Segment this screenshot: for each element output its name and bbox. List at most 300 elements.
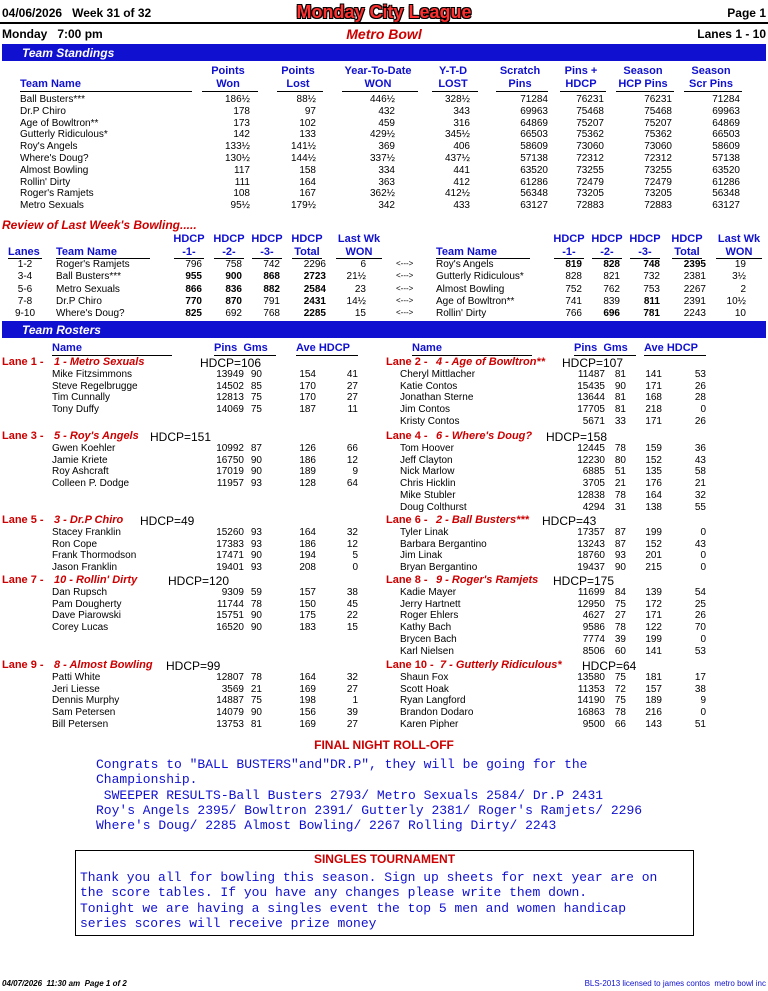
standings-col-points_won: Points (211, 65, 245, 77)
roster-team-hdcp: HDCP=43 (542, 514, 597, 528)
review-right-won: 10½ (726, 295, 746, 307)
roster-player-average: 168 (645, 392, 662, 404)
roster-player-hdcp: 0 (700, 404, 706, 416)
rolloff-line: Congrats to "BALL BUSTERS"and"DR.P", they will be going for the (96, 757, 588, 772)
roster-player-pins: 15751 (216, 610, 244, 622)
header-underline (560, 91, 606, 92)
standings-col-pins_hdcp: Pins + (564, 65, 598, 77)
standings-won: 173 (233, 117, 250, 129)
roster-player-name: Roger Ehlers (400, 610, 459, 622)
roster-player-average: 175 (299, 610, 316, 622)
standings-col-team: Team Name (20, 78, 81, 90)
review-left-won: 23 (354, 283, 366, 295)
rolloff-line: Roy's Angels 2395/ Bowltron 2391/ Gutterly 2381/ Roger's Ramjets/ 2296 (96, 802, 643, 818)
review-team-right: Almost Bowling (436, 283, 505, 295)
header-underline (202, 91, 258, 92)
standings-team-name: Where's Doug? (20, 153, 89, 164)
roster-player-name: Colleen P. Dodge (52, 478, 130, 490)
roster-player-pins: 3569 (221, 683, 244, 695)
standings-col-ytd_lost-sub: LOST (438, 78, 468, 90)
roster-player-hdcp: 1 (352, 695, 358, 707)
roster-player-hdcp: 26 (694, 415, 706, 427)
roster-player-name: Bill Petersen (52, 718, 109, 730)
roster-player-games: 75 (614, 695, 626, 707)
review-right-total: 2391 (683, 295, 706, 307)
standings-pins-hdcp: 75207 (576, 117, 604, 129)
standings-ytd-lost: 412 (453, 176, 470, 188)
review-lanes: 7-8 (17, 295, 33, 307)
roster-player-average: 169 (299, 683, 316, 695)
roster-player-average: 164 (645, 489, 662, 501)
roster-player-games: 81 (614, 404, 626, 416)
standings-scratch: 63127 (520, 200, 548, 212)
roster-player-average: 135 (645, 466, 662, 478)
roster-player-average: 187 (299, 404, 316, 416)
roster-player-name: Jason Franklin (52, 562, 118, 574)
roster-player-average: 171 (645, 380, 662, 392)
roster-player-name: Tyler Linak (400, 527, 449, 538)
roster-player-average: 171 (645, 415, 662, 427)
roster-team-hdcp: HDCP=64 (582, 659, 637, 673)
review-team-left: Metro Sexuals (56, 283, 120, 295)
standings-col-points_won-sub: Won (216, 78, 240, 90)
rosters-col-name: Name (412, 342, 442, 354)
roster-player-games: 27 (614, 610, 626, 622)
roster-player-pins: 14069 (216, 404, 244, 416)
review-vs-arrow: <---> (396, 271, 414, 281)
review-col-g3-sub: -3- (260, 246, 274, 258)
review-left-total: 2285 (303, 308, 326, 320)
roster-player-average: 172 (645, 598, 662, 610)
standings-won: 108 (233, 188, 250, 200)
standings-lost: 158 (299, 164, 316, 176)
review-right-total: 2243 (683, 308, 706, 320)
roster-player-average: 138 (645, 501, 662, 513)
review-col-won: Last Wk (717, 233, 761, 245)
roster-player-games: 75 (250, 404, 262, 416)
standings-col-points_lost: Points (281, 65, 315, 77)
roster-player-name: Jerry Hartnett (400, 598, 461, 610)
roster-player-pins: 3705 (582, 478, 605, 490)
review-left-won: 6 (360, 259, 366, 270)
roster-player-hdcp: 32 (346, 672, 358, 683)
roster-player-hdcp: 26 (694, 610, 706, 622)
review-right-g1: 828 (565, 271, 582, 283)
roster-player-pins: 16520 (216, 622, 244, 634)
roster-player-hdcp: 5 (352, 550, 358, 562)
roster-team-hdcp: HDCP=106 (200, 356, 262, 370)
review-col-total: HDCP (671, 233, 703, 245)
roster-player-pins: 10992 (216, 443, 244, 454)
roster-team-hdcp: HDCP=49 (140, 514, 195, 528)
standings-lost: 102 (299, 117, 316, 129)
roster-player-hdcp: 0 (352, 562, 358, 574)
standings-ytd-won: 429½ (369, 129, 395, 141)
roster-player-name: Chris Hicklin (400, 478, 456, 490)
roster-team-hdcp: HDCP=151 (150, 430, 212, 444)
standings-col-scratch-sub: Pins (508, 78, 532, 90)
roster-player-games: 90 (250, 707, 262, 719)
review-team-right: Age of Bowltron** (436, 295, 515, 307)
roster-player-pins: 17705 (577, 404, 605, 416)
standings-ytd-lost: 441 (453, 164, 470, 176)
review-right-g3: 748 (643, 259, 660, 270)
standings-team-name: Rollin' Dirty (20, 176, 71, 188)
review-team-right: Gutterly Ridiculous* (436, 271, 524, 283)
standings-col-season_scr: Season (691, 65, 731, 77)
roster-player-name: Dave Piarowski (52, 610, 121, 622)
roster-team-hdcp: HDCP=120 (168, 574, 230, 588)
roster-player-name: Karl Nielsen (400, 645, 454, 657)
review-col-g1-sub: -1- (182, 246, 196, 258)
roster-player-hdcp: 17 (694, 672, 706, 683)
roster-player-name: Bryan Bergantino (400, 562, 478, 574)
roster-player-name: Doug Colthurst (400, 501, 467, 513)
roster-team-hdcp: HDCP=99 (166, 659, 221, 673)
roster-player-name: Pam Dougherty (52, 598, 122, 610)
roster-player-average: 170 (299, 380, 316, 392)
roster-team-name: 7 - Gutterly Ridiculous* (440, 659, 562, 671)
roster-player-hdcp: 25 (694, 598, 706, 610)
review-right-won: 10 (734, 308, 746, 320)
roster-player-games: 93 (614, 550, 626, 562)
singles-line: series scores will receive prize money (80, 915, 377, 931)
roster-player-hdcp: 38 (346, 587, 358, 598)
roster-player-hdcp: 53 (694, 645, 706, 657)
review-col-g3: HDCP (629, 233, 661, 245)
review-vs-arrow: <---> (396, 259, 414, 268)
standings-pins-hdcp: 73205 (576, 188, 604, 200)
roster-player-name: Corey Lucas (52, 622, 109, 634)
rosters-col-ave-hdcp: Ave HDCP (296, 342, 350, 354)
review-left-g3: 742 (263, 259, 280, 270)
review-col-won-sub: WON (725, 246, 753, 258)
standings-pins-hdcp: 73060 (576, 141, 604, 153)
roster-player-games: 90 (250, 550, 262, 562)
roster-player-name: Brycen Bach (400, 633, 457, 645)
roster-lane-label: Lane 8 - (386, 574, 428, 586)
standings-scratch: 63520 (520, 164, 548, 176)
standings-scratch: 64869 (520, 117, 548, 129)
roster-player-name: Tom Hoover (400, 443, 454, 454)
roster-player-average: 126 (299, 443, 316, 454)
center-name: Metro Bowl (346, 26, 422, 42)
header-underline (644, 355, 706, 356)
rosters-col-pins-gms: Pins Gms (214, 342, 268, 354)
standings-scratch: 56348 (520, 188, 548, 200)
standings-won: 133½ (224, 141, 250, 153)
roster-player-games: 78 (614, 489, 626, 501)
review-vs-arrow: <---> (396, 308, 414, 318)
standings-lost: 97 (304, 105, 316, 117)
standings-lost: 164 (299, 176, 316, 188)
roster-player-pins: 17383 (216, 538, 244, 550)
roster-player-games: 87 (614, 527, 626, 538)
singles-title: SINGLES TOURNAMENT (313, 852, 456, 866)
review-left-g3: 791 (263, 295, 280, 307)
roster-player-games: 78 (614, 707, 626, 719)
standings-season-scr: 66503 (712, 129, 740, 141)
roster-player-games: 93 (250, 538, 262, 550)
roster-lane-label: Lane 3 - (2, 430, 44, 442)
roster-player-pins: 12950 (577, 598, 605, 610)
roster-player-pins: 16863 (577, 707, 605, 719)
review-right-g1: 819 (565, 259, 582, 270)
review-right-g3: 753 (643, 283, 660, 295)
standings-season-hcp: 72883 (644, 200, 672, 212)
roster-player-games: 75 (250, 695, 262, 707)
review-left-g3: 868 (263, 271, 280, 283)
review-left-g2: 870 (225, 295, 242, 307)
roster-player-pins: 12445 (577, 443, 605, 454)
review-left-won: 21½ (346, 271, 366, 283)
roster-player-name: Shaun Fox (400, 672, 449, 683)
roster-player-name: Jim Contos (400, 404, 451, 416)
roster-player-games: 93 (250, 562, 262, 574)
standings-ytd-won: 446½ (369, 94, 395, 105)
standings-ytd-lost: 406 (453, 141, 470, 153)
roster-player-name: Sam Petersen (52, 707, 116, 719)
roster-player-games: 51 (614, 466, 626, 478)
roster-player-average: 186 (299, 454, 316, 466)
roster-player-hdcp: 54 (694, 587, 706, 598)
review-team-right: Roy's Angels (436, 259, 494, 270)
review-lanes: 5-6 (17, 283, 33, 295)
roster-player-name: Stacey Franklin (52, 527, 121, 538)
roster-player-pins: 17357 (577, 527, 605, 538)
roster-lane-label: Lane 6 - (386, 514, 428, 526)
standings-team-name: Metro Sexuals (20, 200, 84, 212)
roster-player-hdcp: 9 (352, 466, 358, 478)
standings-lost: 88½ (296, 94, 316, 105)
review-right-g3: 781 (643, 308, 660, 320)
roster-player-hdcp: 28 (694, 392, 706, 404)
roster-player-games: 93 (250, 527, 262, 538)
standings-team-name: Gutterly Ridiculous* (20, 129, 108, 141)
roster-player-games: 90 (250, 454, 262, 466)
roster-player-pins: 9309 (221, 587, 244, 598)
roster-player-pins: 9586 (582, 622, 605, 634)
roster-lane-label: Lane 1 - (2, 356, 44, 368)
review-col-total-sub: Total (294, 246, 320, 258)
roster-player-games: 31 (614, 501, 626, 513)
review-col-team: Team Name (436, 246, 497, 258)
roster-player-pins: 18760 (577, 550, 605, 562)
singles-line: the score tables. If you have any changes please write them down. (80, 885, 588, 901)
standings-pins-hdcp: 72312 (576, 153, 604, 164)
roster-player-pins: 13753 (216, 718, 244, 730)
roster-player-name: Dennis Murphy (52, 695, 120, 707)
roster-player-name: Dan Rupsch (52, 587, 108, 598)
day-time: Monday 7:00 pm (2, 27, 103, 41)
review-col-g1-sub: -1- (562, 246, 576, 258)
roster-player-hdcp: 27 (346, 392, 358, 404)
roster-player-average: 128 (299, 478, 316, 490)
standings-won: 178 (233, 105, 250, 117)
review-lanes: 1-2 (17, 259, 33, 270)
standings-team-name: Roger's Ramjets (20, 188, 94, 200)
review-right-won: 3½ (732, 271, 746, 283)
standings-scratch: 66503 (520, 129, 548, 141)
rolloff-title: FINAL NIGHT ROLL-OFF (314, 738, 454, 752)
roster-player-games: 84 (614, 587, 626, 598)
standings-lost: 141½ (290, 141, 316, 153)
roster-player-name: Kadie Mayer (400, 587, 457, 598)
roster-player-games: 80 (614, 454, 626, 466)
review-left-g1: 866 (185, 283, 202, 295)
roster-player-pins: 4627 (582, 610, 605, 622)
standings-lost: 144½ (290, 153, 316, 164)
review-right-total: 2267 (683, 283, 706, 295)
standings-season-scr: 56348 (712, 188, 740, 200)
roster-player-name: Ryan Langford (400, 695, 466, 707)
roster-player-name: Barbara Bergantino (400, 538, 487, 550)
review-left-won: 15 (354, 308, 366, 320)
standings-lost: 179½ (290, 200, 316, 212)
roster-player-name: Patti White (52, 672, 101, 683)
standings-pins-hdcp: 72883 (576, 200, 604, 212)
review-team-left: Dr.P Chiro (56, 295, 102, 307)
review-right-g1: 766 (565, 308, 582, 320)
lanes-range: Lanes 1 - 10 (697, 27, 766, 41)
header-underline (616, 91, 674, 92)
roster-lane-label: Lane 5 - (2, 514, 44, 526)
standings-season-scr: 69963 (712, 105, 740, 117)
review-col-g3: HDCP (251, 233, 283, 245)
review-team-left: Roger's Ramjets (56, 259, 130, 270)
roster-player-name: Kathy Bach (400, 622, 452, 634)
roster-player-name: Jamie Kriete (52, 454, 108, 466)
review-col-team: Team Name (56, 246, 117, 258)
review-vs-arrow: <---> (396, 295, 414, 305)
roster-player-hdcp: 36 (694, 443, 706, 454)
roster-player-pins: 13580 (577, 672, 605, 683)
standings-pins-hdcp: 75362 (576, 129, 604, 141)
roster-player-hdcp: 66 (346, 443, 358, 454)
standings-ytd-lost: 412½ (444, 188, 470, 200)
roster-player-average: 143 (645, 718, 662, 730)
review-col-g1: HDCP (173, 233, 205, 245)
roster-player-name: Jeri Liesse (52, 683, 100, 695)
standings-season-scr: 64869 (712, 117, 740, 129)
roster-player-average: 199 (645, 633, 662, 645)
roster-player-hdcp: 32 (694, 489, 706, 501)
review-right-g3: 811 (643, 295, 660, 307)
rolloff-line: Where's Doug/ 2285 Almost Bowling/ 2267 Rolling Dirty/ 2243 (96, 818, 557, 834)
roster-player-hdcp: 0 (700, 707, 706, 719)
roster-player-games: 81 (250, 718, 262, 730)
roster-player-hdcp: 27 (346, 718, 358, 730)
roster-team-hdcp: HDCP=107 (562, 356, 624, 370)
roster-player-average: 201 (645, 550, 662, 562)
roster-player-hdcp: 38 (694, 683, 706, 695)
roster-player-games: 90 (250, 369, 262, 380)
review-left-g2: 758 (225, 259, 242, 270)
standings-scratch: 61286 (520, 176, 548, 188)
review-right-total: 2381 (683, 271, 706, 283)
standings-scratch: 71284 (520, 94, 548, 105)
header-underline (432, 91, 478, 92)
standings-ytd-lost: 433 (453, 200, 470, 212)
roster-team-name: 2 - Ball Busters*** (436, 514, 529, 526)
review-col-won-sub: WON (345, 246, 373, 258)
standings-ytd-lost: 345½ (444, 129, 470, 141)
roster-team-name: 9 - Roger's Ramjets (436, 574, 539, 586)
roster-player-games: 59 (250, 587, 262, 598)
roster-player-hdcp: 51 (694, 718, 706, 730)
roster-player-name: Kristy Contos (400, 415, 460, 427)
standings-season-hcp: 73060 (644, 141, 672, 153)
roster-player-pins: 4294 (582, 501, 605, 513)
roster-player-pins: 11487 (577, 369, 605, 380)
roster-player-pins: 15435 (577, 380, 605, 392)
roster-player-average: 208 (299, 562, 316, 574)
standings-col-pins_hdcp-sub: HDCP (565, 78, 597, 90)
roster-player-games: 39 (614, 633, 626, 645)
roster-player-pins: 11353 (577, 683, 605, 695)
standings-team-name: Ball Busters*** (20, 94, 86, 105)
review-team-left: Ball Busters*** (56, 271, 122, 283)
standings-ytd-won: 432 (378, 105, 395, 117)
review-col-g2: HDCP (213, 233, 245, 245)
roster-player-pins: 19437 (577, 562, 605, 574)
roster-player-hdcp: 0 (700, 562, 706, 574)
roster-team-name: 3 - Dr.P Chiro (54, 514, 124, 526)
roster-player-hdcp: 21 (694, 478, 706, 490)
roster-player-name: Tony Duffy (52, 404, 100, 416)
roster-player-pins: 12807 (216, 672, 244, 683)
standings-ytd-lost: 328½ (444, 94, 470, 105)
roster-player-games: 21 (614, 478, 626, 490)
header-underline (342, 91, 418, 92)
roster-player-hdcp: 64 (346, 478, 358, 490)
roster-player-average: 198 (299, 695, 316, 707)
standings-ytd-won: 334 (378, 164, 395, 176)
roster-player-pins: 14190 (577, 695, 605, 707)
roster-player-average: 186 (299, 538, 316, 550)
roster-player-name: Nick Marlow (400, 466, 455, 478)
standings-lost: 167 (299, 188, 316, 200)
standings-scratch: 58609 (520, 141, 548, 153)
standings-ytd-won: 362½ (369, 188, 395, 200)
review-right-g2: 839 (603, 295, 620, 307)
roster-player-pins: 11957 (216, 478, 244, 490)
roster-player-games: 87 (614, 538, 626, 550)
roster-player-pins: 16750 (216, 454, 244, 466)
review-left-g3: 768 (263, 308, 280, 320)
roster-player-pins: 12230 (577, 454, 605, 466)
standings-lost: 133 (299, 129, 316, 141)
standings-scratch: 57138 (520, 153, 548, 164)
roster-player-games: 78 (614, 622, 626, 634)
review-col-g2: HDCP (591, 233, 623, 245)
roster-player-hdcp: 12 (346, 538, 358, 550)
header-rule (0, 22, 768, 24)
standings-ytd-lost: 343 (453, 105, 470, 117)
roster-player-hdcp: 53 (694, 369, 706, 380)
standings-team-name: Dr.P Chiro (20, 105, 66, 117)
review-col-total-sub: Total (674, 246, 700, 258)
standings-won: 186½ (224, 94, 250, 105)
standings-pins-hdcp: 75468 (576, 105, 604, 117)
report-date-week: 04/06/2026 Week 31 of 32 (2, 6, 152, 20)
roster-player-name: Jim Linak (400, 550, 443, 562)
roster-player-pins: 15260 (216, 527, 244, 538)
roster-player-average: 189 (299, 466, 316, 478)
roster-lane-label: Lane 2 - (386, 356, 428, 368)
review-left-total: 2584 (303, 283, 326, 295)
roster-player-pins: 19401 (216, 562, 244, 574)
